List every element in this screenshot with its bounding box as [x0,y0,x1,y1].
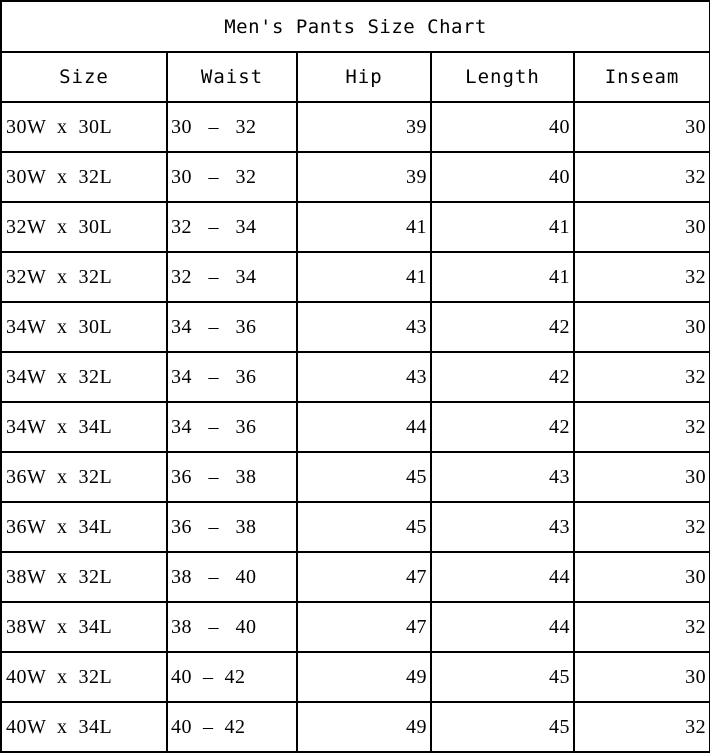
cell-length: 40 [431,152,574,202]
cell-length: 42 [431,352,574,402]
cell-size: 38W x 34L [1,602,167,652]
table-row [1,452,710,502]
cell-size: 38W x 32L [1,552,167,602]
header-inseam: Inseam [574,52,710,102]
cell-waist: 30 – 32 [167,152,297,202]
cell-length: 43 [431,452,574,502]
table-row [1,652,710,702]
table-row [1,252,710,302]
cell-length: 41 [431,252,574,302]
header-row [1,52,710,102]
cell-size: 30W x 30L [1,102,167,152]
header-length: Length [431,52,574,102]
cell-hip: 41 [297,252,431,302]
cell-inseam: 32 [574,602,710,652]
cell-inseam: 32 [574,402,710,452]
cell-length: 42 [431,402,574,452]
cell-size: 34W x 32L [1,352,167,402]
cell-waist: 34 – 36 [167,302,297,352]
cell-size: 30W x 32L [1,152,167,202]
cell-size: 32W x 32L [1,252,167,302]
cell-hip: 49 [297,652,431,702]
title-row [1,1,710,52]
header-hip: Hip [297,52,431,102]
table-row [1,502,710,552]
cell-waist: 34 – 36 [167,352,297,402]
cell-waist: 36 – 38 [167,452,297,502]
cell-inseam: 30 [574,302,710,352]
table-row [1,552,710,602]
cell-inseam: 30 [574,552,710,602]
cell-inseam: 32 [574,502,710,552]
cell-size: 34W x 34L [1,402,167,452]
cell-waist: 34 – 36 [167,402,297,452]
cell-length: 45 [431,702,574,752]
chart-title: Men's Pants Size Chart [1,1,710,52]
cell-size: 36W x 32L [1,452,167,502]
cell-hip: 47 [297,552,431,602]
cell-length: 44 [431,602,574,652]
cell-hip: 44 [297,402,431,452]
cell-length: 45 [431,652,574,702]
table-row [1,402,710,452]
cell-length: 42 [431,302,574,352]
cell-hip: 47 [297,602,431,652]
table-row [1,352,710,402]
cell-hip: 45 [297,502,431,552]
header-waist: Waist [167,52,297,102]
header-size: Size [1,52,167,102]
cell-size: 40W x 32L [1,652,167,702]
table-row [1,202,710,252]
cell-hip: 45 [297,452,431,502]
cell-inseam: 32 [574,702,710,752]
table-row [1,102,710,152]
cell-length: 40 [431,102,574,152]
cell-inseam: 30 [574,652,710,702]
cell-hip: 49 [297,702,431,752]
cell-hip: 41 [297,202,431,252]
cell-inseam: 30 [574,452,710,502]
cell-hip: 43 [297,302,431,352]
cell-inseam: 32 [574,352,710,402]
cell-length: 44 [431,552,574,602]
cell-size: 40W x 34L [1,702,167,752]
cell-size: 32W x 30L [1,202,167,252]
cell-waist: 40 – 42 [167,652,297,702]
cell-size: 34W x 30L [1,302,167,352]
cell-length: 41 [431,202,574,252]
cell-inseam: 32 [574,252,710,302]
cell-waist: 32 – 34 [167,252,297,302]
table-row [1,602,710,652]
cell-inseam: 30 [574,202,710,252]
cell-waist: 38 – 40 [167,602,297,652]
cell-waist: 38 – 40 [167,552,297,602]
cell-waist: 36 – 38 [167,502,297,552]
cell-hip: 43 [297,352,431,402]
table-row [1,302,710,352]
cell-waist: 40 – 42 [167,702,297,752]
cell-waist: 32 – 34 [167,202,297,252]
cell-hip: 39 [297,152,431,202]
cell-inseam: 32 [574,152,710,202]
cell-waist: 30 – 32 [167,102,297,152]
cell-hip: 39 [297,102,431,152]
cell-length: 43 [431,502,574,552]
table-row [1,702,710,752]
table-row [1,152,710,202]
cell-inseam: 30 [574,102,710,152]
cell-size: 36W x 34L [1,502,167,552]
